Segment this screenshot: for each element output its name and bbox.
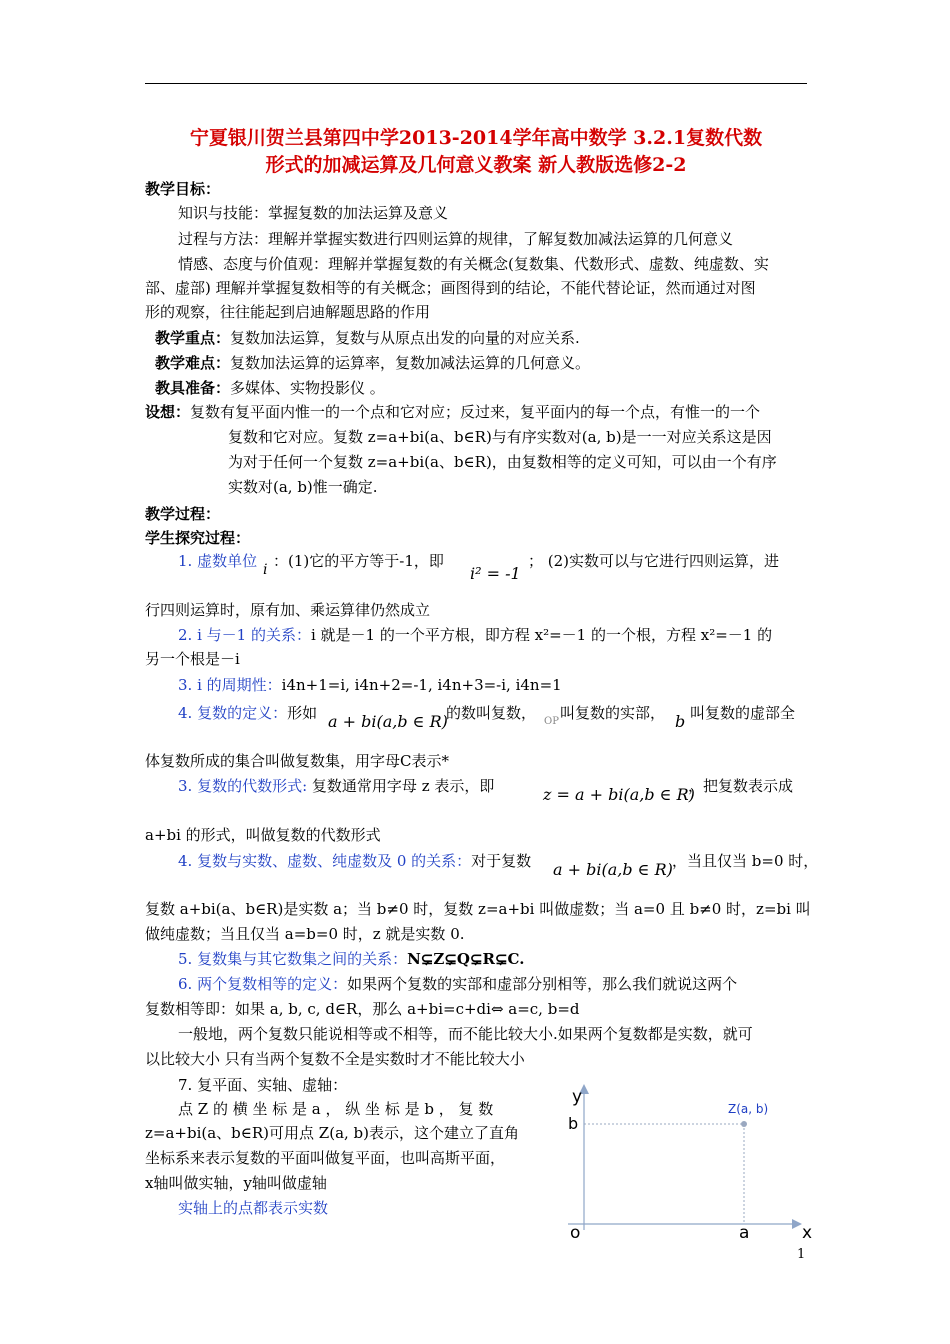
title-line-2: 形式的加减运算及几何意义教案 新人教版选修2-2 <box>265 154 687 176</box>
setup-line-4: 实数对(a, b)惟一确定. <box>228 478 378 496</box>
setup-line-3: 为对于任何一个复数 z=a+bi(a、b∈R)，由复数相等的定义可知，可以由一个有序 <box>228 453 777 471</box>
item-5-tail: ，把复数表示成 <box>688 777 794 795</box>
tools-label: 教具准备： <box>155 379 231 397</box>
document-title <box>145 125 807 179</box>
tools-text: 多媒体、实物投影仪 。 <box>230 379 385 397</box>
item-8-text: 如果两个复数的实部和虚部分别相等，那么我们就说这两个 <box>347 975 738 993</box>
key-point <box>155 327 580 349</box>
item-4-pre: 形如 <box>287 704 318 722</box>
item-8-cont-2: 一般地，两个复数只能说相等或不相等，而不能比较大小.如果两个复数都是实数，就可 <box>178 1025 753 1043</box>
key-label: 教学重点： <box>155 329 231 347</box>
item-5-cont: a+bi 的形式，叫做复数的代数形式 <box>145 826 381 844</box>
setup-line-2: 复数和它对应。复数 z=a+bi(a、b∈R)与有序实数对(a, b)是一一对应关系这是因 <box>228 428 772 446</box>
item-6-label: 4. 复数与实数、虚数、纯虚数及 0 的关系： <box>178 852 472 870</box>
item-1-label: 1. 虚数单位 <box>178 552 258 570</box>
item-5-label: 3. 复数的代数形式: <box>178 777 308 795</box>
item-1-text: ：(1)它的平方等于-1，即 <box>273 552 444 570</box>
item-4-cont: 体复数所成的集合叫做复数集，用字母C表示* <box>145 752 449 770</box>
item-9-label: 7. 复平面、实轴、虚轴： <box>178 1076 348 1094</box>
a-label: a <box>739 1223 750 1243</box>
process-heading: 教学过程： <box>145 505 221 523</box>
item-3-label: 3. i 的周期性： <box>178 676 282 694</box>
item-4-formula: a + bi(a,b ∈ R) <box>328 712 448 731</box>
item-3-text: i4n+1=i, i4n+2=-1, i4n+3=-i, i4n=1 <box>281 676 562 694</box>
goal-knowledge: 知识与技能：掌握复数的加法运算及意义 <box>178 204 449 222</box>
item-7-label: 5. 复数集与其它数集之间的关系： <box>178 950 408 968</box>
key-text: 复数加法运算，复数与从原点出发的向量的对应关系. <box>230 329 580 347</box>
difficulty-text: 复数加法运算的运算率，复数加减法运算的几何意义。 <box>230 354 591 372</box>
item-1-tail: ； (2)实数可以与它进行四则运算，进 <box>528 552 780 570</box>
item-6-cont-2: 做纯虚数；当且仅当 a=b=0 时，z 就是实数 0. <box>145 925 465 943</box>
setup-text-1: 复数有复平面内惟一的一个点和它对应；反过来，复平面内的每一个点，有惟一的一个 <box>190 403 761 421</box>
item-9-line-5: 实轴上的点都表示实数 <box>178 1199 329 1217</box>
b-label: b <box>568 1114 579 1133</box>
item-4-tail: 叫复数的虚部全 <box>690 704 796 722</box>
y-label: y <box>572 1087 583 1107</box>
item-4 <box>178 702 317 724</box>
item-8-cont-1: 复数相等即：如果 a, b, c, d∈R，那么 a+bi=c+di⇔ a=c, b=d <box>145 1000 580 1018</box>
tools-point <box>155 377 385 399</box>
x-label: x <box>802 1223 813 1243</box>
item-4-b: b <box>675 712 686 731</box>
item-5-text: 复数通常用字母 z 表示，即 <box>311 777 495 795</box>
item-5 <box>178 775 494 797</box>
header-rule <box>145 83 807 84</box>
item-8 <box>178 973 737 995</box>
x-axis-arrow <box>792 1219 802 1229</box>
point-z <box>741 1121 747 1127</box>
item-9-line-2: z=a+bi(a、b∈R)可用点 Z(a, b)表示，这个建立了直角 <box>145 1124 520 1142</box>
item-6 <box>178 850 531 872</box>
origin-label: o <box>570 1223 581 1243</box>
item-6-cont-1: 复数 a+bi(a、b∈R)是实数 a；当 b≠0 时，复数 z=a+bi 叫做虚数；当 a=0 且 b≠0 时，z=bi 叫 <box>145 900 811 918</box>
difficulty-point <box>155 352 590 374</box>
item-2 <box>178 624 772 646</box>
item-6-tail: ，当且仅当 b=0 时， <box>672 852 819 870</box>
item-2-label: 2. i 与－1 的关系： <box>178 626 311 644</box>
item-3 <box>178 674 562 696</box>
item-1-cont: 行四则运算时，原有加、乘运算律仍然成立 <box>145 601 431 619</box>
explore-heading: 学生探究过程： <box>145 529 251 547</box>
item-9-line-1: 点 Z 的 横 坐 标 是 a ， 纵 坐 标 是 b ， 复 数 <box>178 1100 494 1118</box>
item-4-mid: 的数叫复数， <box>446 704 537 722</box>
point-label: Z(a, b) <box>728 1102 769 1116</box>
item-7-text: N⊊Z⊊Q⊊R⊊C. <box>407 950 525 968</box>
goals-heading: 教学目标： <box>145 180 221 198</box>
goal-process: 过程与方法：理解并掌握实数进行四则运算的规律，了解复数加减法运算的几何意义 <box>178 230 734 248</box>
setup-line-1 <box>145 401 760 423</box>
item-9-line-3: 坐标系来表示复数的平面叫做复平面，也叫高斯平面， <box>145 1149 506 1167</box>
item-4-tiny-op: OP <box>544 716 559 727</box>
item-9-line-4: x轴叫做实轴，y轴叫做虚轴 <box>145 1174 327 1192</box>
page-number: 1 <box>797 1247 806 1262</box>
item-1 <box>178 550 257 572</box>
goal-emotion-2: 部、虚部) 理解并掌握复数相等的有关概念；画图得到的结论，不能代替论证，然而通过对图 <box>145 279 756 297</box>
goal-emotion-1: 情感、态度与价值观：理解并掌握复数的有关概念(复数集、代数形式、虚数、纯虚数、实 <box>178 255 769 273</box>
item-6-text: 对于复数 <box>471 852 532 870</box>
item-1-symbol: i <box>263 562 268 578</box>
difficulty-label: 教学难点： <box>155 354 231 372</box>
item-4-mid2: 叫复数的实部， <box>560 704 666 722</box>
goal-emotion-3: 形的观察，往往能起到启迪解题思路的作用 <box>145 303 431 321</box>
item-1-formula: i² = -1 <box>470 564 521 583</box>
complex-plane-figure <box>560 1080 820 1250</box>
item-7 <box>178 948 524 970</box>
item-8-cont-3: 以比较大小 只有当两个复数不全是实数时才不能比较大小 <box>145 1050 525 1068</box>
item-2-text: i 就是－1 的一个平方根，即方程 x²=－1 的一个根，方程 x²=－1 的 <box>310 626 773 644</box>
item-6-formula: a + bi(a,b ∈ R) <box>553 860 673 879</box>
item-5-formula: z = a + bi(a,b ∈ R) <box>543 785 695 804</box>
setup-label: 设想： <box>145 403 191 421</box>
item-4-label: 4. 复数的定义： <box>178 704 288 722</box>
item-2-cont: 另一个根是－i <box>145 650 240 668</box>
title-line-1: 宁夏银川贺兰县第四中学2013-2014学年高中数学 3.2.1复数代数 <box>189 127 763 149</box>
item-8-label: 6. 两个复数相等的定义： <box>178 975 348 993</box>
